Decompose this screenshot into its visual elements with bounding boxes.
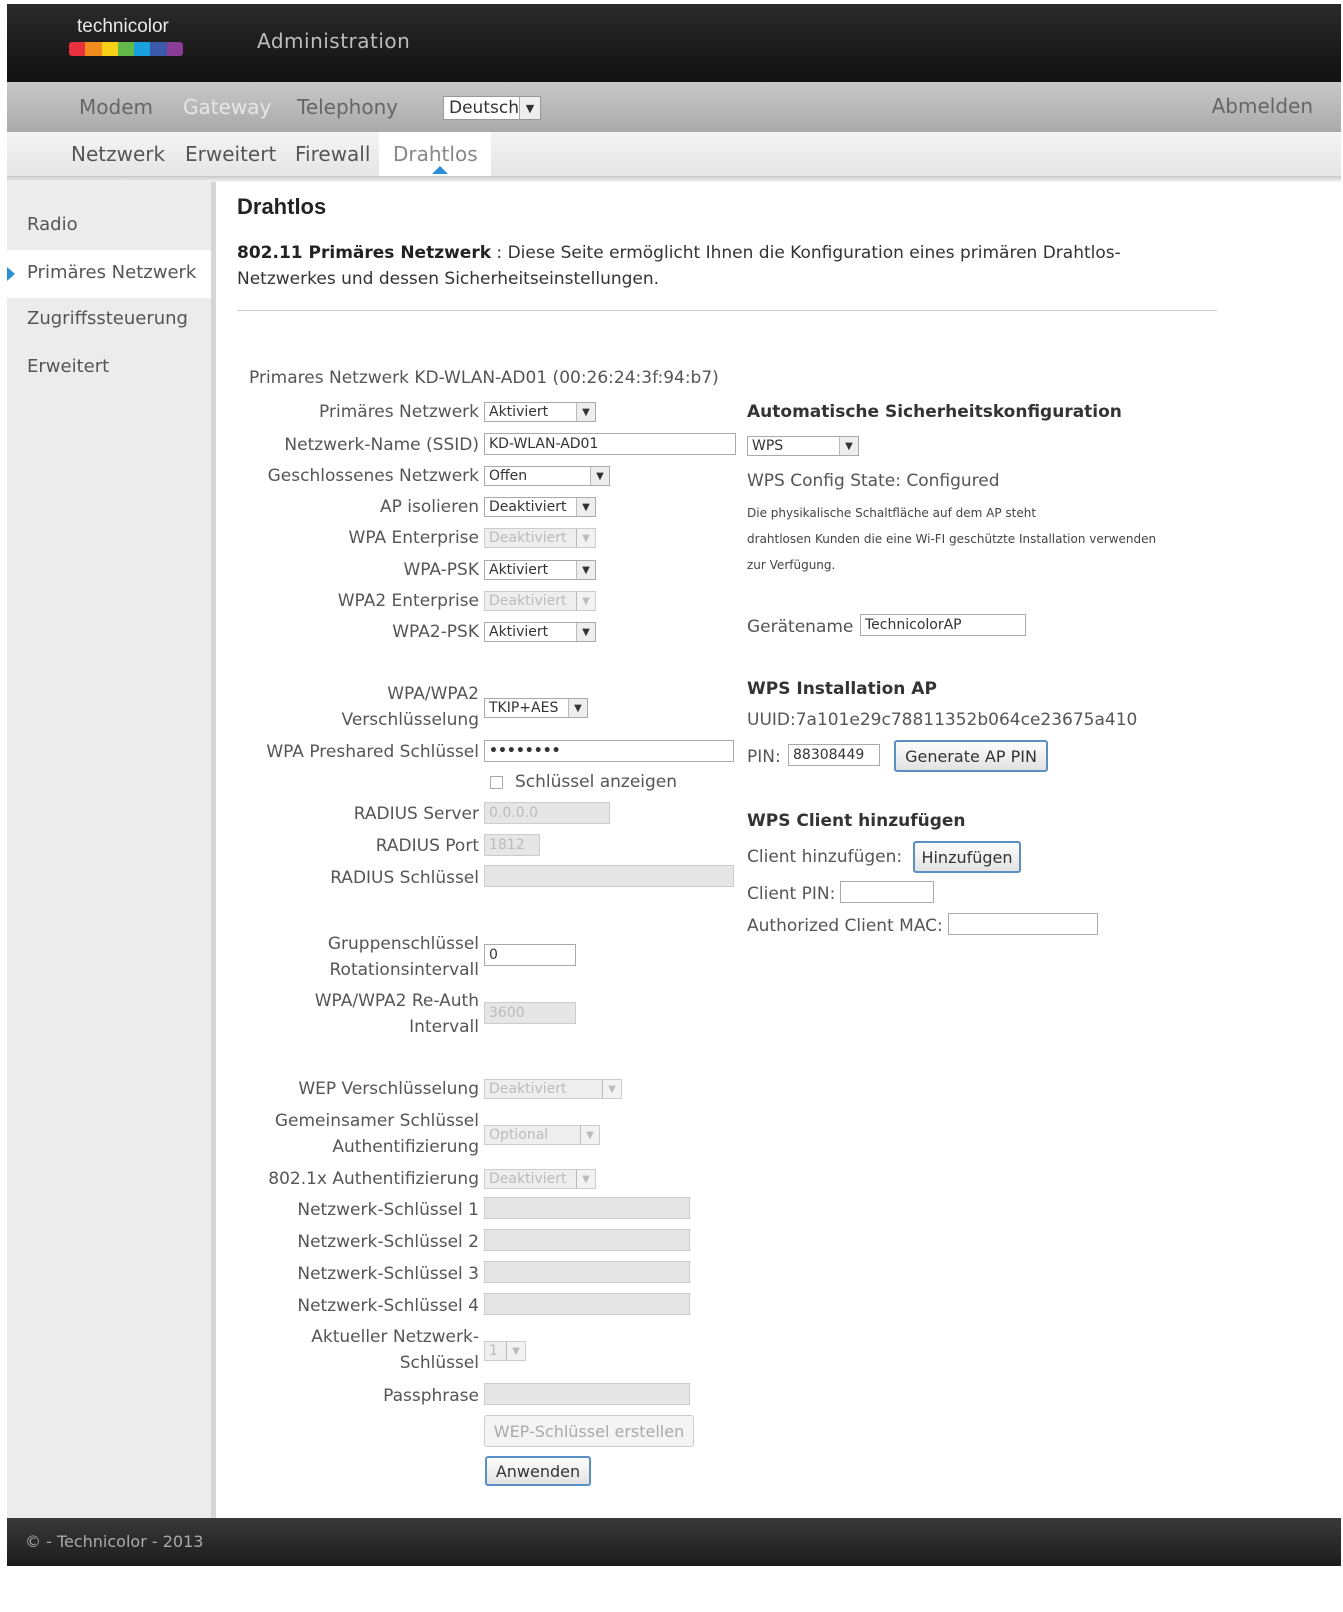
ap-isolate-value: Deaktiviert [489, 499, 567, 515]
reauth-interval-input[interactable]: 3600 [484, 1002, 576, 1024]
wpa2-enterprise-value: Deaktiviert [489, 593, 567, 609]
generate-ap-pin-button[interactable]: Generate AP PIN [894, 740, 1048, 772]
wps-mode-value: WPS [752, 438, 784, 454]
radius-port-input[interactable]: 1812 [484, 834, 540, 856]
language-select[interactable] [443, 96, 541, 120]
client-mac-label: Authorized Client MAC: [747, 916, 943, 936]
wps-note-line-2: drahtlosen Kunden die eine Wi-FI geschützte Installation verwenden [747, 532, 1157, 546]
intro-text: Diese Seite ermöglicht Ihnen die Konfiguration eines primären Drahtlos-Netzwerkes und dessen Sicherheitseinstellungen. [237, 243, 1121, 289]
chevron-down-icon: ▼ [580, 1126, 599, 1144]
radius-server-label: RADIUS Server [353, 804, 479, 824]
wpa-enterprise-value: Deaktiviert [489, 530, 567, 546]
language-value: Deutsch [449, 98, 519, 118]
radius-port-label: RADIUS Port [375, 836, 479, 856]
net-key-2-label: Netzwerk-Schlüssel 2 [297, 1232, 479, 1252]
primary-network-select[interactable] [484, 402, 596, 422]
ap-isolate-select[interactable] [484, 497, 596, 517]
client-pin-input[interactable] [840, 881, 934, 903]
net-key-1-label: Netzwerk-Schlüssel 1 [297, 1200, 479, 1220]
top-nav [7, 82, 1341, 133]
chevron-down-icon: ▼ [568, 699, 587, 717]
chevron-down-icon: ▼ [576, 529, 595, 547]
net-key-4-label: Netzwerk-Schlüssel 4 [297, 1296, 479, 1316]
preshared-key-input[interactable]: •••••••• [484, 740, 734, 762]
group-key-interval-input[interactable]: 0 [484, 944, 576, 966]
wep-encryption-value: Deaktiviert [489, 1081, 567, 1097]
footer [7, 1518, 1341, 1566]
footer-copyright: © - Technicolor - 2013 [25, 1532, 204, 1551]
show-key-label: Schlüssel anzeigen [515, 772, 678, 792]
net-key-4-input[interactable] [484, 1293, 690, 1315]
group-key-label-1: Gruppenschlüssel [327, 934, 479, 954]
wep-generate-button[interactable]: WEP-Schlüssel erstellen [484, 1415, 694, 1447]
device-name-input[interactable]: TechnicolorAP [860, 614, 1026, 636]
logo-color-bar [69, 42, 183, 56]
sub-nav-items [7, 132, 1341, 176]
shared-key-auth-select[interactable] [484, 1125, 600, 1145]
wpa-enterprise-label: WPA Enterprise [348, 528, 479, 548]
tab-erweitert[interactable]: Erweitert [185, 142, 277, 166]
primary-network-value: Aktiviert [489, 404, 549, 420]
chevron-down-icon: ▼ [839, 437, 858, 455]
reauth-label-2: Intervall [409, 1017, 479, 1037]
show-key-checkbox[interactable] [490, 776, 503, 789]
tab-netzwerk[interactable]: Netzwerk [71, 142, 166, 166]
closed-network-label: Geschlossenes Netzwerk [267, 466, 479, 486]
primary-network-label: Primäres Netzwerk [319, 402, 479, 422]
page-title: Drahtlos [237, 194, 327, 219]
header-title: Administration [257, 29, 411, 53]
wpa-encryption-label-2: Verschlüsselung [341, 710, 479, 730]
current-key-select[interactable] [484, 1341, 526, 1361]
sidebar-active-arrow-icon [7, 267, 15, 281]
closed-network-select[interactable] [484, 466, 610, 486]
page-intro [237, 240, 1167, 292]
ap-pin-input[interactable]: 88308449 [788, 744, 880, 766]
wps-note-line-3: zur Verfügung. [747, 558, 836, 572]
wps-mode-select[interactable] [747, 436, 859, 456]
wps-note-line-1: Die physikalische Schaltfläche auf dem AP steht [747, 506, 1037, 520]
chevron-down-icon: ▼ [519, 97, 540, 119]
chevron-down-icon: ▼ [576, 561, 595, 579]
wpa-encryption-value: TKIP+AES [489, 700, 559, 716]
auth-8021x-label: 802.1x Authentifizierung [268, 1169, 479, 1189]
net-key-2-input[interactable] [484, 1229, 690, 1251]
chevron-down-icon: ▼ [576, 623, 595, 641]
preshared-key-label: WPA Preshared Schlüssel [266, 742, 479, 762]
intro-separator: : [491, 243, 508, 263]
wps-client-title: WPS Client hinzufügen [747, 811, 966, 831]
sidebar-item-primary-network[interactable]: Primäres Netzwerk [27, 262, 197, 283]
technicolor-logo: technicolor [77, 16, 169, 37]
wep-encryption-label: WEP Verschlüsselung [298, 1079, 479, 1099]
chevron-down-icon: ▼ [602, 1080, 621, 1098]
current-key-label-1: Aktueller Netzwerk- [311, 1327, 479, 1347]
wps-install-title: WPS Installation AP [747, 679, 937, 699]
device-name-label: Gerätename [747, 617, 854, 637]
nav-gateway[interactable]: Gateway [183, 95, 272, 119]
wpa-encryption-label-1: WPA/WPA2 [387, 684, 479, 704]
wpa2-psk-select[interactable] [484, 622, 596, 642]
current-key-label-2: Schlüssel [399, 1353, 479, 1373]
radius-key-label: RADIUS Schlüssel [330, 868, 479, 888]
sidebar-item-advanced[interactable]: Erweitert [27, 356, 110, 377]
shared-key-auth-label-1: Gemeinsamer Schlüssel [274, 1111, 479, 1131]
passphrase-label: Passphrase [383, 1386, 479, 1406]
apply-button[interactable]: Anwenden [485, 1456, 591, 1486]
auto-security-title: Automatische Sicherheitskonfiguration [747, 402, 1122, 422]
wpa2-enterprise-label: WPA2 Enterprise [337, 591, 479, 611]
shared-key-auth-value: Optional [489, 1127, 549, 1143]
add-client-label: Client hinzufügen: [747, 847, 903, 867]
ap-isolate-label: AP isolieren [379, 497, 479, 517]
radius-key-input[interactable] [484, 865, 734, 887]
wps-config-state: WPS Config State: Configured [747, 471, 1000, 491]
wpa-psk-value: Aktiviert [489, 562, 549, 578]
wpa-psk-label: WPA-PSK [403, 560, 479, 580]
tab-drahtlos[interactable]: Drahtlos [393, 142, 478, 166]
wps-uuid: UUID:7a101e29c78811352b064ce23675a410 [747, 710, 1138, 730]
client-mac-input[interactable] [948, 913, 1098, 935]
sidebar [7, 182, 216, 1522]
reauth-label-1: WPA/WPA2 Re-Auth [314, 991, 479, 1011]
group-key-label-2: Rotationsintervall [329, 960, 479, 980]
chevron-down-icon: ▼ [576, 403, 595, 421]
net-key-3-label: Netzwerk-Schlüssel 3 [297, 1264, 479, 1284]
wpa-enterprise-select[interactable] [484, 528, 596, 548]
chevron-down-icon: ▼ [576, 1170, 595, 1188]
current-key-value: 1 [489, 1343, 498, 1359]
wpa-encryption-select[interactable] [484, 698, 588, 718]
section-title: Primares Netzwerk KD-WLAN-AD01 (00:26:24:3f:94:b7) [249, 368, 719, 388]
auth-8021x-select[interactable] [484, 1169, 596, 1189]
passphrase-input[interactable] [484, 1383, 690, 1405]
header [7, 4, 1341, 82]
tab-firewall[interactable]: Firewall [295, 142, 371, 166]
sidebar-item-radio[interactable]: Radio [27, 214, 78, 235]
wpa-psk-select[interactable] [484, 560, 596, 580]
intro-heading: 802.11 Primäres Netzwerk [237, 243, 492, 263]
shared-key-auth-label-2: Authentifizierung [332, 1137, 479, 1157]
ssid-label: Netzwerk-Name (SSID) [284, 435, 479, 455]
wpa2-psk-value: Aktiviert [489, 624, 549, 640]
logout-link[interactable]: Abmelden [1211, 94, 1313, 118]
auth-8021x-value: Deaktiviert [489, 1171, 567, 1187]
radius-server-input[interactable]: 0.0.0.0 [484, 802, 610, 824]
wpa2-psk-label: WPA2-PSK [392, 622, 479, 642]
wep-encryption-select[interactable] [484, 1079, 622, 1099]
ssid-input[interactable]: KD-WLAN-AD01 [484, 433, 736, 455]
add-client-button[interactable]: Hinzufügen [913, 841, 1021, 873]
nav-telephony[interactable]: Telephony [297, 95, 399, 119]
sidebar-item-access-control[interactable]: Zugriffssteuerung [27, 308, 188, 329]
client-pin-label: Client PIN: [747, 884, 836, 904]
closed-network-value: Offen [489, 468, 528, 484]
ap-pin-label: PIN: [747, 747, 781, 767]
net-key-3-input[interactable] [484, 1261, 690, 1283]
nav-modem[interactable]: Modem [79, 95, 153, 119]
chevron-down-icon: ▼ [576, 592, 595, 610]
divider [237, 310, 1217, 311]
chevron-down-icon: ▼ [590, 467, 609, 485]
wpa2-enterprise-select[interactable] [484, 591, 596, 611]
chevron-down-icon: ▼ [576, 498, 595, 516]
router-admin-page [7, 4, 1341, 1608]
chevron-down-icon: ▼ [506, 1342, 525, 1360]
net-key-1-input[interactable] [484, 1197, 690, 1219]
active-tab-indicator [432, 166, 448, 174]
